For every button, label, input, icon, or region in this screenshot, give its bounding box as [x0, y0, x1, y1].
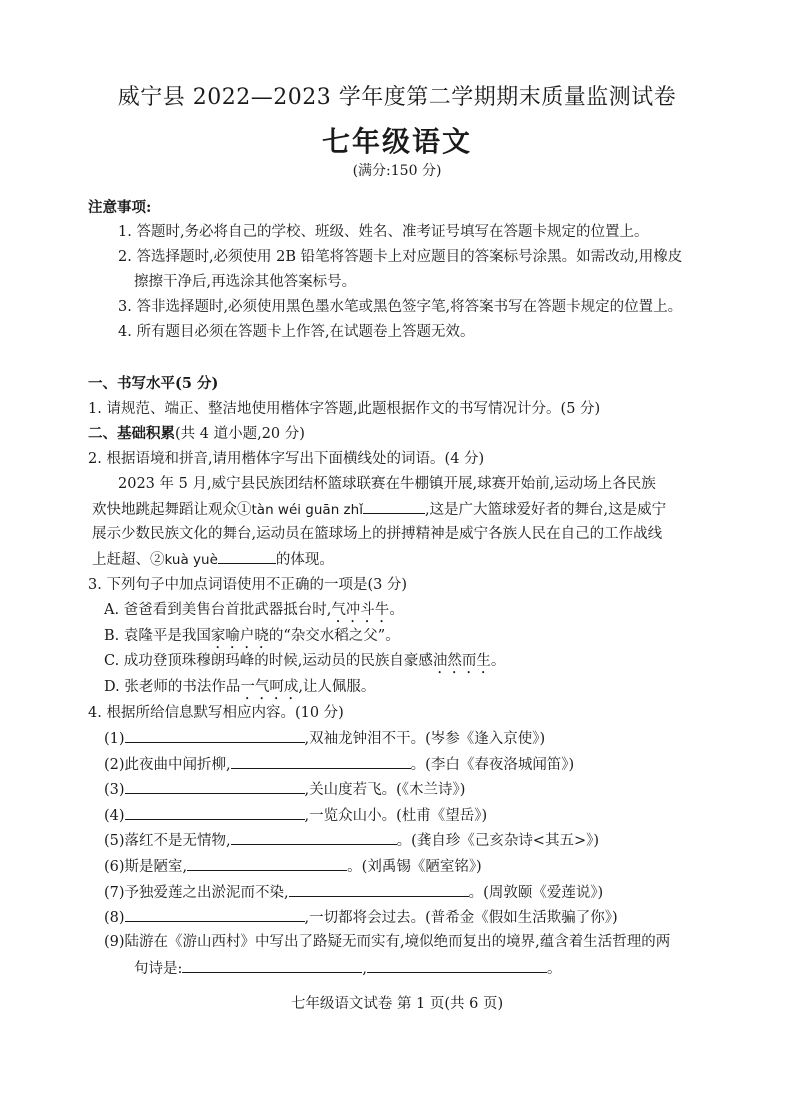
question-2-para-2: [92, 499, 666, 520]
q2-text: 的体现。: [275, 552, 334, 568]
q2-pinyin-1: tàn wéi guān zhǐ: [251, 502, 363, 518]
q4-item-7: [104, 882, 603, 903]
section-1-heading: 一、书写水平(5 分): [88, 375, 219, 392]
q4-item-text: (2)此夜曲中闻折柳,: [104, 757, 231, 773]
q3-dotted-word: 气冲斗牛: [331, 602, 390, 618]
q4-blank-4[interactable]: [125, 805, 305, 820]
q3-option-a[interactable]: [104, 600, 404, 626]
q4-item-text: (7)予独爱莲之出淤泥而不染,: [104, 885, 289, 901]
q4-blank-5[interactable]: [231, 830, 397, 845]
q3-option-c[interactable]: [104, 651, 505, 677]
notice-heading: 注意事项:: [88, 199, 152, 216]
notice-item-2: 2. 答选择题时,必须使用 2B 铅笔将答题卡上对应题目的答案标号涂黑。如需改动,用橡皮: [118, 249, 683, 265]
q4-item-num: (4): [104, 808, 125, 824]
q4-blank-1[interactable]: [125, 728, 305, 743]
q4-item-5: [104, 830, 599, 851]
q3-option-text: 的“杂交水稻之父”。: [268, 628, 400, 644]
question-4-stem: 4. 根据所给信息默写相应内容。(10 分): [88, 705, 344, 721]
q4-item-text: ,双袖龙钟泪不干。(岑参《逢入京使》): [304, 731, 546, 747]
section-2-note: (共 4 道小题,20 分): [175, 426, 305, 442]
question-2-para-1: 2023 年 5 月,威宁县民族团结杯篮球联赛在牛棚镇开展,球赛开始前,运动场上各民族: [118, 476, 656, 492]
q2-blank-1[interactable]: [363, 499, 425, 514]
q3-option-text: D. 张老师的书法作品: [104, 679, 241, 695]
q4-item-text: (5)落红不是无情物,: [104, 833, 231, 849]
full-score: (满分:150 分): [352, 163, 442, 179]
q3-option-b[interactable]: [104, 626, 400, 652]
q4-item-2: [104, 754, 574, 775]
q4-item-num: (8): [104, 910, 125, 926]
notice-item-4: 4. 所有题目必须在答题卡上作答,在试题卷上答题无效。: [118, 324, 475, 340]
q2-blank-2[interactable]: [218, 549, 276, 564]
q4-item-text: ,: [362, 961, 367, 977]
notice-item-2-cont: 擦擦干净后,再选涂其他答案标号。: [134, 274, 357, 290]
q4-item-text: ,一览众山小。(杜甫《望岳》): [304, 808, 488, 824]
q2-text: 欢快地跳起舞蹈让观众①: [92, 502, 252, 518]
q4-blank-7[interactable]: [289, 882, 469, 897]
question-2-para-3: 展示少数民族文化的舞台,运动员在篮球场上的拼搏精神是威宁各族人民在自己的工作战线: [92, 526, 663, 542]
q3-option-text: A. 爸爸看到美售台首批武器抵台时,: [104, 602, 332, 618]
q4-item-text: 句诗是:: [134, 961, 183, 977]
q4-item-8: [104, 907, 618, 928]
q4-item-text: 。(李白《春夜洛城闻笛》): [410, 757, 575, 773]
q4-item-text: (6)斯是陋室,: [104, 859, 188, 875]
q3-dotted-word: 家喻户晓: [210, 628, 269, 644]
q4-item-text: 。(刘禹锡《陋室铭》): [347, 859, 482, 875]
notice-item-1: 1. 答题时,务必将自己的学校、班级、姓名、准考证号填写在答题卡规定的位置上。: [118, 224, 649, 240]
question-2-para-4: [92, 549, 334, 570]
q4-item-9-cont: [134, 958, 562, 979]
q3-option-d[interactable]: [104, 677, 375, 703]
q4-blank-8[interactable]: [125, 907, 305, 922]
q4-item-4: [104, 805, 487, 826]
q2-text: 上赶超、②: [92, 552, 165, 568]
q4-item-3: [104, 779, 465, 800]
q4-item-9: (9)陆游在《游山西村》中写出了路疑无而实有,境似绝而复出的境界,蕴含着生活哲理的两: [104, 934, 671, 950]
question-2-stem: 2. 根据语境和拼音,请用楷体字写出下面横线处的词语。(4 分): [88, 451, 485, 467]
page-footer: 七年级语文试卷 第 1 页(共 6 页): [290, 996, 504, 1012]
q4-item-text: ,关山度若飞。(《木兰诗》): [304, 782, 466, 798]
q2-pinyin-2: kuà yuè: [164, 552, 218, 568]
q4-blank-9b[interactable]: [367, 958, 547, 973]
q4-item-1: [104, 728, 545, 749]
q3-option-text: ,让人佩服。: [298, 679, 376, 695]
q4-blank-6[interactable]: [187, 856, 347, 871]
q3-dotted-word: 油然而生: [432, 653, 491, 669]
q4-blank-9a[interactable]: [182, 958, 362, 973]
exam-title: 威宁县 2022—2023 学年度第二学期期末质量监测试卷: [117, 85, 677, 110]
q4-blank-3[interactable]: [125, 779, 305, 794]
q4-item-6: [104, 856, 482, 877]
q3-dotted-word: 一气呵成: [240, 679, 299, 695]
q4-item-text: 。(龚自珍《己亥杂诗<其五>》): [396, 833, 600, 849]
q4-item-text: ,一切都将会过去。(普希金《假如生活欺骗了你》): [304, 910, 618, 926]
exam-subject: 七年级语文: [321, 125, 472, 158]
q3-option-text: C. 成功登顶珠穆朗玛峰的时候,运动员的民族自豪感: [104, 653, 433, 669]
q2-text: ,这是广大篮球爱好者的舞台,这是威宁: [424, 502, 667, 518]
q3-option-text: 。: [490, 653, 506, 669]
q4-item-num: (3): [104, 782, 125, 798]
q3-option-text: B. 袁隆平是我国: [104, 628, 211, 644]
question-1: 1. 请规范、端正、整洁地使用楷体字答题,此题根据作文的书写情况计分。(5 分): [88, 401, 601, 417]
notice-item-3: 3. 答非选择题时,必须使用黑色墨水笔或黑色签字笔,将答案书写在答题卡规定的位置上。: [118, 299, 683, 315]
q3-option-text: 。: [389, 602, 404, 618]
question-3-stem: 3. 下列句子中加点词语使用不正确的一项是(3 分): [88, 577, 408, 593]
q4-item-num: (1): [104, 731, 125, 747]
section-2-title: 二、基础积累: [88, 425, 175, 442]
section-2-heading: [88, 424, 305, 444]
q4-blank-2[interactable]: [231, 754, 411, 769]
q4-item-text: 。: [547, 961, 562, 977]
q4-item-text: 。(周敦颐《爱莲说》): [468, 885, 604, 901]
